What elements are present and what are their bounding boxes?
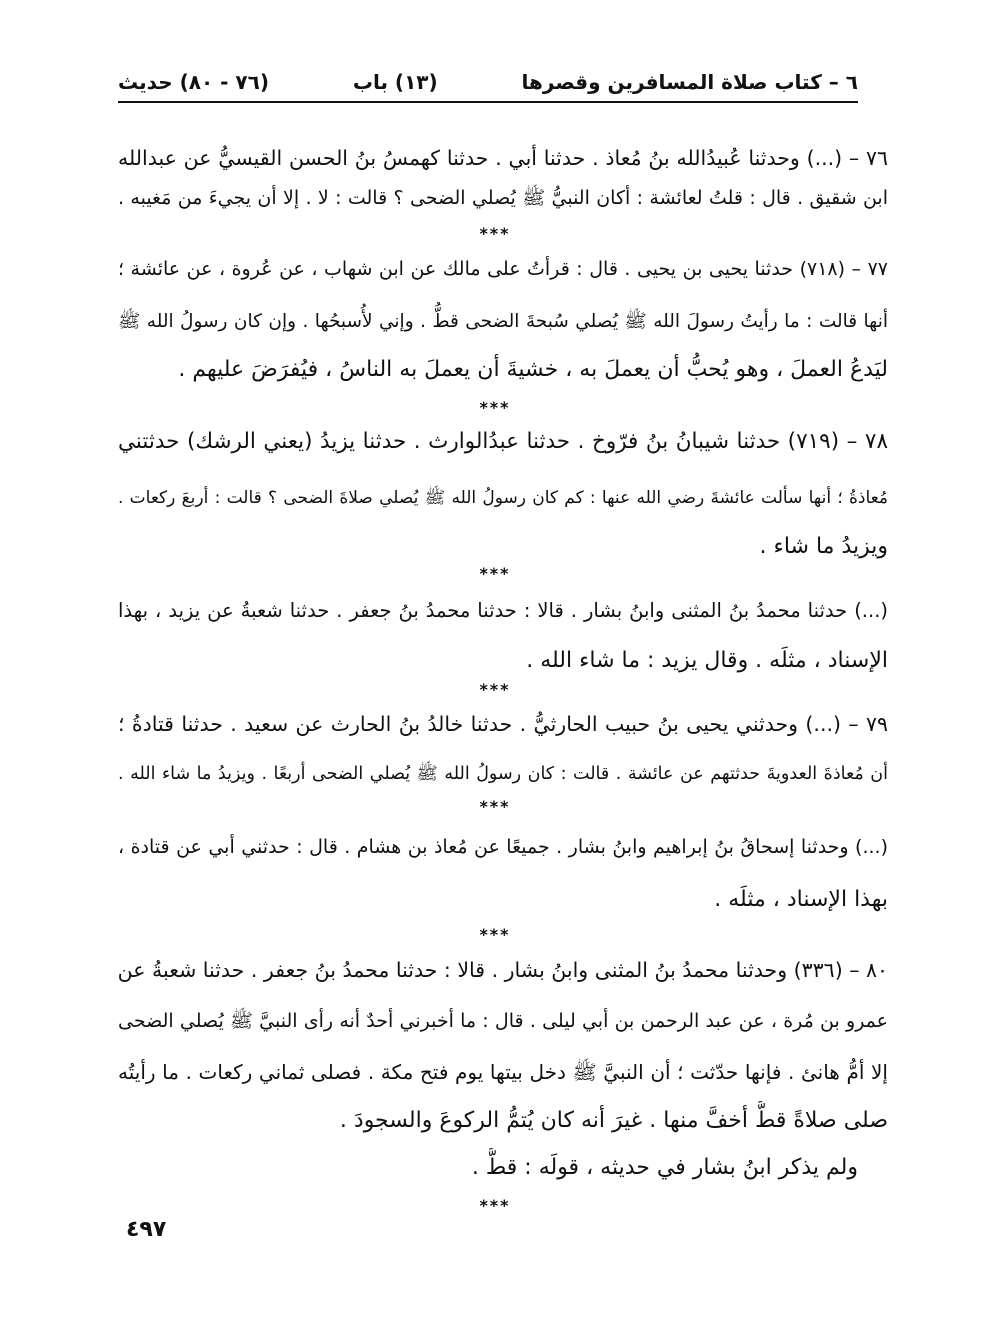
text-line: عمرو بن مُرة ، عن عبد الرحمن بن أبي ليلى . قال : ما أخبرني أحدٌ أنه رأى النبيَّ ﷺ يُصلي الضحى bbox=[118, 1010, 888, 1032]
header-rule bbox=[118, 101, 858, 103]
text-line: ابن شقيق . قال : قلتُ لعائشة : أكان النبيُّ ﷺ يُصلي الضحى ؟ قالت : لا . إلا أن يجيءَ من مَغيبه . bbox=[118, 187, 888, 209]
text-line: (...) حدثنا محمدُ بنُ المثنى وابنُ بشار . قالا : حدثنا محمدُ بنُ جعفر . حدثنا شعبةُ عن يزيد ، بهذا bbox=[118, 599, 888, 622]
text-line: ٨٠ – (٣٣٦) وحدثنا محمدُ بنُ المثنى وابنُ بشار . قالا : حدثنا محمدُ بنُ جعفر . حدثنا شعبةُ عن bbox=[118, 958, 888, 982]
section-separator: *** bbox=[479, 224, 511, 243]
text-line: ٧٨ – (٧١٩) حدثنا شيبانُ بنُ فرّوخ . حدثنا عبدُالوارث . حدثنا يزيدُ (يعني الرشك) حدثتني bbox=[118, 429, 888, 454]
text-line: أن مُعاذةَ العدويةَ حدثتهم عن عائشة . قالت : كان رسولُ الله ﷺ يُصلي الضحى أربعًا . ويزيدُ ما شاء الله . bbox=[118, 764, 888, 784]
text-line: أنها قالت : ما رأيتُ رسولَ الله ﷺ يُصلي سُبحةَ الضحى قطُّ . وإني لأُسبحُها . وإن كان رسولُ الله ﷺ bbox=[118, 311, 888, 332]
section-separator: *** bbox=[479, 564, 511, 583]
text-line: الإسناد ، مثلَه . وقال يزيد : ما شاء الله . bbox=[526, 648, 888, 673]
text-line: ولم يذكر ابنُ بشار في حديثه ، قولَه : قطُّ . bbox=[471, 1155, 858, 1180]
chapter-title: ٦ – كتاب صلاة المسافرين وقصرها bbox=[521, 70, 858, 94]
text-line: ويزيدُ ما شاء . bbox=[759, 534, 888, 559]
section-separator: *** bbox=[479, 797, 511, 816]
running-header bbox=[118, 62, 858, 102]
text-line: بهذا الإسناد ، مثلَه . bbox=[714, 887, 888, 912]
text-line: ٧٩ – (...) وحدثني يحيى بنُ حبيب الحارثيُّ . حدثنا خالدُ بنُ الحارث عن سعيد . حدثنا قتادةُ ؛ bbox=[118, 712, 888, 736]
section-separator: *** bbox=[479, 680, 511, 699]
text-line: ليَدعُ العملَ ، وهو يُحبُّ أن يعملَ به ، خشيةَ أن يعملَ به الناسُ ، فيُفرَضَ عليهم . bbox=[178, 357, 888, 382]
text-line: صلى صلاةً قطُّ أخفَّ منها . غيرَ أنه كان يُتمُّ الركوعَ والسجودَ . bbox=[339, 1108, 888, 1133]
text-line: (...) وحدثنا إسحاقُ بنُ إبراهيم وابنُ بشار . جميعًا عن مُعاذ بن هشام . قال : حدثني أبي عن قتادة ، bbox=[118, 836, 888, 858]
page-number: ٤٩٧ bbox=[126, 1217, 167, 1242]
text-line: ٧٦ – (...) وحدثنا عُبيدُالله بنُ مُعاذ . حدثنا أبي . حدثنا كهمسُ بنُ الحسن القيسيُّ عن عبدالله bbox=[118, 146, 888, 170]
hadith-range: (٧٦ - ٨٠) حديث bbox=[118, 70, 269, 94]
text-line: إلا أمُّ هانئ . فإنها حدّثت ؛ أن النبيَّ ﷺ دخل بيتها يوم فتح مكة . فصلى ثماني ركعات . ما رأيتُه bbox=[118, 1060, 888, 1084]
text-line: ٧٧ – (٧١٨) حدثنا يحيى بن يحيى . قال : قرأتُ على مالك عن ابن شهاب ، عن عُروة ، عن عائشة ؛ bbox=[118, 258, 888, 280]
text-line: مُعاذةُ ؛ أنها سألت عائشةَ رضي الله عنها : كم كان رسولُ الله ﷺ يُصلي صلاةَ الضحى ؟ قالت : أربعَ ركعات . bbox=[118, 488, 888, 508]
section-separator: *** bbox=[479, 1196, 511, 1215]
bab-label: (١٣) باب bbox=[352, 70, 438, 94]
section-separator: *** bbox=[479, 925, 511, 944]
section-separator: *** bbox=[479, 398, 511, 417]
